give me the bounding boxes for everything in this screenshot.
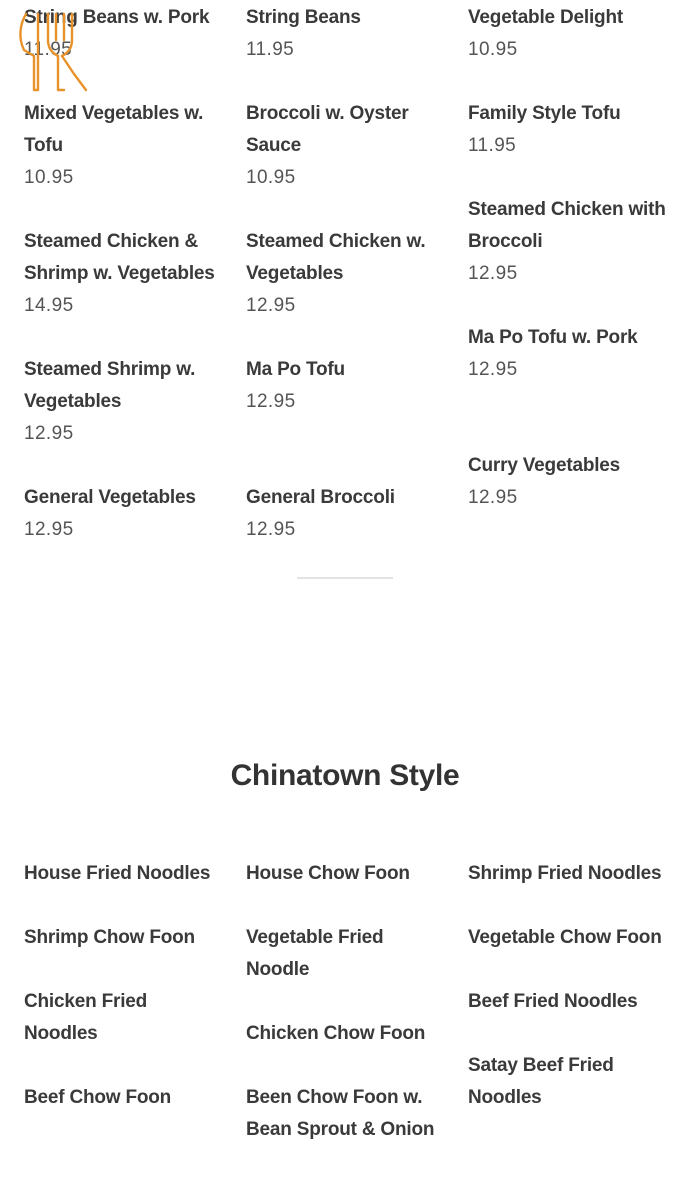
menu-item[interactable]: [468, 2, 668, 66]
top-menu-grid: [24, 2, 690, 578]
menu-item-name: Vegetable Delight: [468, 7, 623, 28]
menu-item-name: Beef Chow Foon: [24, 1087, 172, 1108]
menu-item[interactable]: [246, 858, 446, 890]
spacer: [468, 418, 668, 450]
menu-item-name: Vegetable Chow Foon: [468, 927, 662, 948]
menu-item[interactable]: [468, 858, 668, 890]
menu-item[interactable]: [24, 986, 224, 1050]
menu-item-price: 12.95: [246, 391, 296, 412]
menu-item-name: Steamed Shrimp w. Vegetables: [24, 359, 196, 412]
menu-item-name: Mixed Vegetables w. Tofu: [24, 103, 204, 156]
menu-item-price: 11.95: [24, 39, 73, 60]
menu-item[interactable]: [24, 858, 224, 890]
menu-item[interactable]: [24, 98, 224, 194]
menu-item-name: Family Style Tofu: [468, 103, 621, 124]
menu-item-name: Satay Beef Fried Noodles: [468, 1055, 614, 1108]
menu-item-price: 12.95: [468, 487, 518, 508]
menu-item-price: 12.95: [246, 519, 296, 540]
spacer: [246, 450, 446, 482]
menu-item-price: 12.95: [24, 423, 74, 444]
menu-item-name: General Broccoli: [246, 487, 395, 508]
menu-item[interactable]: [246, 98, 446, 194]
fork-knife-icon: [14, 10, 94, 96]
menu-item-name: Chicken Fried Noodles: [24, 991, 148, 1044]
menu-item[interactable]: [246, 1018, 446, 1050]
chinatown-menu-grid: [24, 858, 690, 1178]
menu-item-price: 12.95: [468, 263, 518, 284]
menu-item[interactable]: [468, 194, 668, 290]
menu-item[interactable]: [246, 2, 446, 66]
menu-item[interactable]: [246, 1082, 446, 1146]
menu-item[interactable]: [246, 226, 446, 322]
menu-item[interactable]: [468, 322, 668, 386]
menu-item-name: Vegetable Fried Noodle: [246, 927, 384, 980]
menu-item-name: Ma Po Tofu: [246, 359, 345, 380]
menu-item-price: 10.95: [246, 167, 296, 188]
menu-item[interactable]: [246, 482, 446, 546]
menu-column-2: [246, 2, 446, 578]
menu-item[interactable]: [468, 986, 668, 1018]
menu-item-price: 12.95: [24, 519, 74, 540]
menu-item[interactable]: [246, 922, 446, 986]
section-divider: [297, 577, 393, 579]
menu-item[interactable]: [468, 450, 668, 514]
menu-item[interactable]: [24, 354, 224, 450]
menu-column-2: [246, 858, 446, 1178]
section-title: Chinatown Style: [230, 758, 460, 792]
menu-item-name: String Beans: [246, 7, 361, 28]
menu-item-name: Shrimp Chow Foon: [24, 927, 195, 948]
menu-item[interactable]: [468, 922, 668, 954]
menu-item-name: Steamed Chicken & Shrimp w. Vegetables: [24, 231, 215, 284]
menu-item[interactable]: [24, 922, 224, 954]
menu-item[interactable]: [24, 1082, 224, 1114]
menu-item-name: Steamed Chicken w. Vegetables: [246, 231, 426, 284]
menu-column-3: [468, 858, 668, 1178]
menu-item-name: Ma Po Tofu w. Pork: [468, 327, 638, 348]
menu-item[interactable]: [24, 226, 224, 322]
menu-item-name: Chicken Chow Foon: [246, 1023, 426, 1044]
menu-item[interactable]: [246, 354, 446, 418]
menu-item-price: 11.95: [468, 135, 517, 156]
menu-item-name: Steamed Chicken with Broccoli: [468, 199, 666, 252]
menu-item-name: House Fried Noodles: [24, 863, 211, 884]
menu-item-price: 10.95: [24, 167, 74, 188]
menu-item-price: 12.95: [468, 359, 518, 380]
menu-item-name: General Vegetables: [24, 487, 196, 508]
menu-item-name: Beef Fried Noodles: [468, 991, 638, 1012]
menu-item[interactable]: [468, 1050, 668, 1114]
menu-item-name: String Beans w. Pork: [24, 7, 210, 28]
menu-item-name: Broccoli w. Oyster Sauce: [246, 103, 409, 156]
menu-item-name: Been Chow Foon w. Bean Sprout & Onion: [246, 1087, 435, 1140]
menu-item-name: House Chow Foon: [246, 863, 410, 884]
menu-item-price: 11.95: [246, 39, 295, 60]
menu-item[interactable]: [24, 482, 224, 546]
menu-item-price: 10.95: [468, 39, 518, 60]
menu-item-name: Shrimp Fried Noodles: [468, 863, 662, 884]
menu-item-name: Curry Vegetables: [468, 455, 621, 476]
menu-column-1: [24, 858, 224, 1178]
menu-item-price: 12.95: [246, 295, 296, 316]
menu-column-3: [468, 2, 668, 578]
menu-item[interactable]: [468, 98, 668, 162]
menu-item-price: 14.95: [24, 295, 74, 316]
